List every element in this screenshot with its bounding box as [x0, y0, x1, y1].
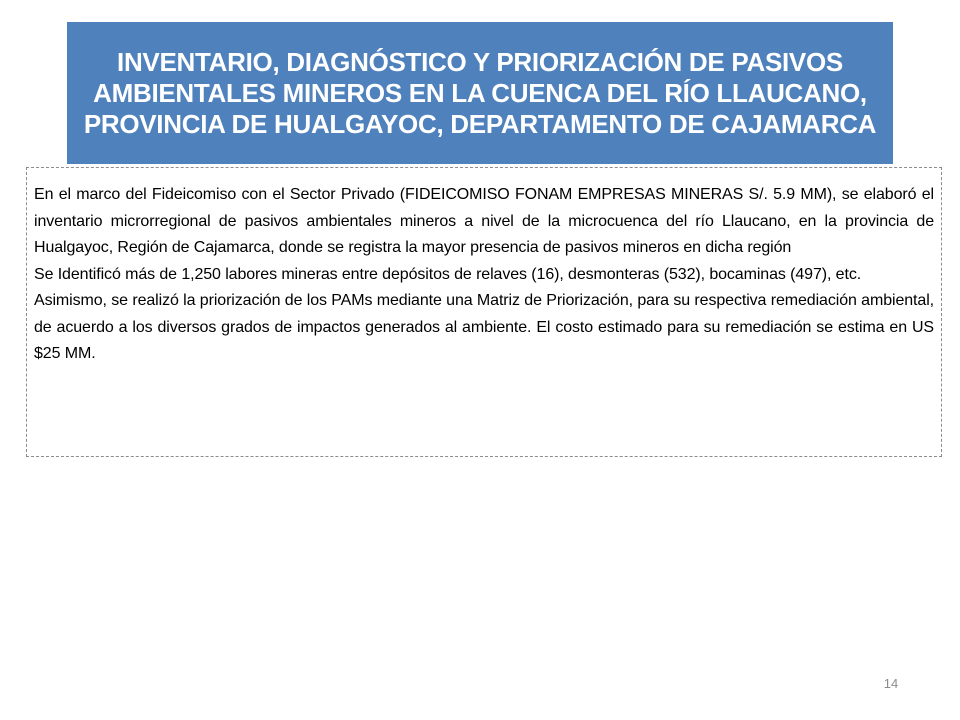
- content-box: [26, 167, 942, 457]
- page-number: 14: [883, 676, 899, 691]
- slide-title: INVENTARIO, DIAGNÓSTICO Y PRIORIZACIÓN DE PASIVOS AMBIENTALES MINEROS EN LA CUENCA DEL RÍO LLAUCANO, PROVINCIA DE HUALGAYOC, DEPARTAMENTO DE CAJAMARCA: [83, 46, 877, 139]
- paragraph-context: En el marco del Fideicomiso con el Sector Privado (FIDEICOMISO FONAM EMPRESAS MINERAS S/. 5.9 MM), se elaboró el inventario microrregional de pasivos ambientales mineros a nivel de la microcuenca del río Llaucano, en la provincia de Hualgayoc, Región de Cajamarca, donde se registra la mayor presencia de pasivos mineros en dicha región: [34, 186, 934, 256]
- title-banner: [67, 22, 893, 164]
- paragraph-inventory: Se Identificó más de 1,250 labores mineras entre depósitos de relaves (16), desmonteras (532), bocaminas (497), etc.: [34, 265, 862, 283]
- paragraph-prioritization: Asimismo, se realizó la priorización de los PAMs mediante una Matriz de Priorización, para su respectiva remediación ambiental, de acuerdo a los diversos grados de impactos generados al ambiente. El costo estimado para su remediación se estima en US $25 MM.: [34, 292, 934, 362]
